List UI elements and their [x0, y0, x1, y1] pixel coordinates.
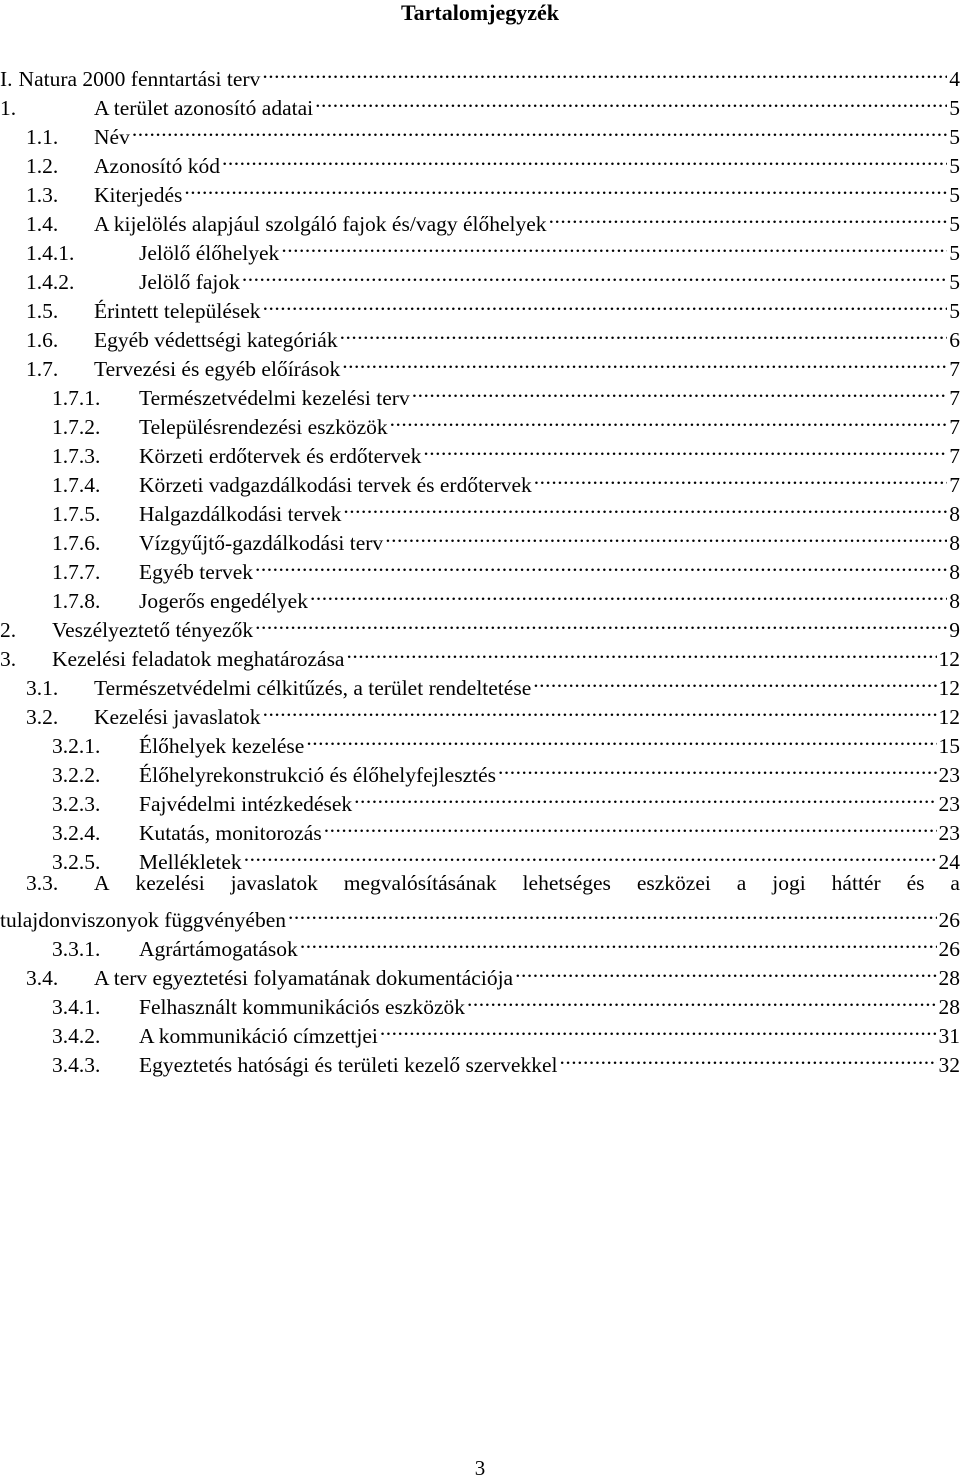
toc-entry-page: 5 — [949, 183, 960, 207]
toc-entry-page: 5 — [949, 299, 960, 323]
toc-entry-title: Természetvédelmi kezelési terv — [139, 386, 410, 410]
toc-entry[interactable] — [0, 927, 960, 961]
toc-entry-title: Egyéb tervek — [139, 560, 254, 584]
toc-entry-page: 5 — [949, 241, 960, 265]
toc-entry-word: lehetséges — [522, 871, 611, 895]
dot-leader — [244, 840, 937, 869]
toc-entry-number: 1.2. — [26, 154, 59, 178]
toc-entry-number: 3.2. — [26, 705, 59, 729]
toc-entry-title: A terv egyeztetési folyamatának dokumentációja — [94, 966, 514, 990]
toc-entry-word: jogi — [772, 871, 806, 895]
toc-entry-number: 3.1. — [26, 676, 59, 700]
dot-leader — [306, 724, 936, 753]
toc-entry-page: 7 — [949, 357, 960, 381]
toc-entry-number: 1.4.1. — [26, 241, 75, 265]
dot-leader — [288, 898, 936, 927]
toc-entry-page: 23 — [938, 763, 960, 787]
toc-entry-word: eszközei — [636, 871, 711, 895]
toc-entry-page: 5 — [949, 96, 960, 120]
dot-leader — [222, 144, 947, 173]
toc-entry-number: 1.1. — [26, 125, 59, 149]
toc-entry-word: a — [950, 871, 960, 895]
toc-entry-number: 1.7.8. — [52, 589, 101, 613]
dot-leader — [324, 811, 937, 840]
toc-entry-number: 1.7.2. — [52, 415, 101, 439]
toc-entry-page: 5 — [949, 154, 960, 178]
toc-entry-number: 1.7.3. — [52, 444, 101, 468]
toc-entry-page: 5 — [949, 125, 960, 149]
table-of-contents — [0, 57, 960, 1077]
toc-entry-page: 12 — [938, 647, 960, 671]
toc-entry-title: Halgazdálkodási tervek — [139, 502, 342, 526]
toc-entry-page: 26 — [938, 908, 960, 932]
dot-leader — [340, 318, 948, 347]
toc-entry-page: 8 — [949, 560, 960, 584]
toc-entry[interactable] — [0, 782, 960, 816]
toc-entry-page: 7 — [949, 415, 960, 439]
toc-entry[interactable] — [0, 666, 960, 700]
toc-entry-page: 32 — [938, 1053, 960, 1077]
toc-entry-number: 3.4.2. — [52, 1024, 101, 1048]
dot-leader — [515, 956, 936, 985]
toc-entry-number: 1.6. — [26, 328, 59, 352]
toc-entry-title: Élőhelyek kezelése — [139, 734, 305, 758]
dot-leader — [184, 173, 947, 202]
toc-entry[interactable] — [0, 608, 960, 642]
toc-entry-page: 6 — [949, 328, 960, 352]
toc-entry-page: 8 — [949, 502, 960, 526]
dot-leader — [346, 637, 936, 666]
toc-entry-page: 28 — [938, 966, 960, 990]
toc-entry-title: Azonosító kód — [94, 154, 221, 178]
toc-entry[interactable] — [0, 347, 960, 381]
dot-leader — [559, 1043, 936, 1072]
toc-entry[interactable] — [0, 173, 960, 207]
toc-entry[interactable] — [0, 405, 960, 439]
toc-entry-title: Jogerős engedélyek — [139, 589, 308, 613]
toc-entry-title: Fajvédelmi intézkedések — [139, 792, 353, 816]
toc-entry-page: 28 — [938, 995, 960, 1019]
dot-leader — [549, 202, 948, 231]
toc-entry-page: 8 — [949, 531, 960, 555]
toc-entry-word: A — [94, 871, 110, 895]
toc-entry-number: 1.4. — [26, 212, 59, 236]
dot-leader — [262, 57, 947, 86]
toc-entry[interactable] — [0, 463, 960, 497]
dot-leader — [533, 666, 936, 695]
toc-entry-title: Kiterjedés — [94, 183, 183, 207]
toc-entry-wrapped[interactable] — [0, 869, 960, 898]
toc-entry-title: Kezelési feladatok meghatározása — [52, 647, 345, 671]
toc-entry-number: 3. — [0, 647, 17, 671]
toc-entry-title: Vízgyűjtő-gazdálkodási terv — [139, 531, 384, 555]
page-number: 3 — [474, 1456, 486, 1480]
toc-entry-title: Mellékletek — [139, 850, 242, 874]
toc-entry[interactable] — [0, 1014, 960, 1048]
toc-entry-number: I. — [0, 67, 13, 91]
toc-entry-word: kezelési — [135, 871, 205, 895]
toc-entry-page: 15 — [938, 734, 960, 758]
toc-entry-page: 26 — [938, 937, 960, 961]
toc-entry-title: Natura 2000 fenntartási terv — [18, 67, 261, 91]
toc-entry[interactable] — [0, 434, 960, 468]
dot-leader — [390, 405, 948, 434]
toc-entry-number: 1. — [0, 96, 17, 120]
toc-entry-number: 3.2.5. — [52, 850, 101, 874]
dot-leader — [132, 115, 947, 144]
toc-entry-title: Jelölő élőhelyek — [139, 241, 280, 265]
dot-leader — [300, 927, 937, 956]
toc-entry-page: 5 — [949, 212, 960, 236]
toc-entry-number: 3.2.4. — [52, 821, 101, 845]
toc-entry-word: és — [906, 871, 925, 895]
toc-entry-number: 1.7.6. — [52, 531, 101, 555]
toc-entry-page: 7 — [949, 386, 960, 410]
toc-entry-title: Kutatás, monitorozás — [139, 821, 322, 845]
toc-entry-title: Név — [94, 125, 130, 149]
toc-entry-number: 1.7.4. — [52, 473, 101, 497]
dot-leader — [281, 231, 947, 260]
dot-leader — [423, 434, 947, 463]
toc-entry[interactable] — [0, 637, 960, 671]
toc-entry-title: Egyeztetés hatósági és területi kezelő szervekkel — [139, 1053, 558, 1077]
toc-entry-number: 3.4.3. — [52, 1053, 101, 1077]
toc-entry[interactable] — [0, 985, 960, 1019]
toc-entry-number: 1.4.2. — [26, 270, 75, 294]
toc-entry-title: A kommunikáció címzettjei — [139, 1024, 378, 1048]
toc-entry[interactable] — [0, 57, 960, 91]
toc-entry-number: 1.3. — [26, 183, 59, 207]
dot-leader — [310, 579, 947, 608]
toc-entry-page: 7 — [949, 473, 960, 497]
toc-title: Tartalomjegyzék — [400, 0, 560, 25]
dot-leader — [354, 782, 936, 811]
toc-entry-page: 8 — [949, 589, 960, 613]
toc-entry[interactable] — [0, 724, 960, 758]
toc-entry-word: javaslatok — [230, 871, 318, 895]
toc-entry-number: 3.2.2. — [52, 763, 101, 787]
toc-entry-title: A terület azonosító adatai — [94, 96, 314, 120]
toc-entry-number: 2. — [0, 618, 17, 642]
toc-entry[interactable] — [0, 579, 960, 613]
toc-entry-title: tulajdonviszonyok függvényében — [0, 908, 287, 932]
toc-entry-title: Veszélyeztető tényezők — [52, 618, 254, 642]
toc-entry-title: Tervezési és egyéb előírások — [94, 357, 341, 381]
toc-entry[interactable] — [0, 318, 960, 352]
toc-entry-title: Jelölő fajok — [139, 270, 240, 294]
toc-entry-title: Érintett települések — [94, 299, 261, 323]
toc-entry[interactable] — [0, 1043, 960, 1077]
toc-entry[interactable] — [0, 289, 960, 323]
toc-entry-number: 3.3.1. — [52, 937, 101, 961]
dot-leader — [342, 347, 947, 376]
dot-leader — [255, 608, 947, 637]
toc-entry-page: 31 — [938, 1024, 960, 1048]
dot-leader — [385, 521, 947, 550]
dot-leader — [412, 376, 948, 405]
toc-entry[interactable] — [0, 376, 960, 410]
toc-entry[interactable] — [0, 86, 960, 120]
toc-entry-number: 3.4.1. — [52, 995, 101, 1019]
toc-entry-number: 1.7.7. — [52, 560, 101, 584]
toc-entry-word: a — [736, 871, 747, 895]
toc-entry[interactable] — [0, 550, 960, 584]
toc-entry-title: Körzeti erdőtervek és erdőtervek — [139, 444, 422, 468]
toc-entry-title: Élőhelyrekonstrukció és élőhelyfejlesztés — [139, 763, 497, 787]
toc-entry-number: 3.3. — [26, 871, 59, 895]
toc-entry-title: Felhasznált kommunikációs eszközök — [139, 995, 466, 1019]
toc-entry-page: 9 — [949, 618, 960, 642]
toc-entry[interactable] — [0, 695, 960, 729]
toc-entry-number: 1.5. — [26, 299, 59, 323]
toc-entry[interactable] — [0, 811, 960, 845]
toc-entry-number: 1.7.5. — [52, 502, 101, 526]
toc-entry-number: 1.7. — [26, 357, 59, 381]
toc-entry-number: 1.7.1. — [52, 386, 101, 410]
dot-leader — [343, 492, 947, 521]
toc-entry-page: 5 — [949, 270, 960, 294]
toc-entry[interactable] — [0, 840, 960, 874]
dot-leader — [498, 753, 936, 782]
dot-leader — [263, 289, 948, 318]
toc-entry-continuation[interactable] — [0, 898, 960, 932]
toc-entry[interactable] — [0, 956, 960, 990]
toc-entry[interactable] — [0, 521, 960, 555]
toc-entry[interactable] — [0, 753, 960, 787]
toc-entry-number: 3.2.1. — [52, 734, 101, 758]
toc-entry-page: 4 — [949, 67, 960, 91]
dot-leader — [467, 985, 936, 1014]
toc-entry[interactable] — [0, 492, 960, 526]
dot-leader — [242, 260, 947, 289]
dot-leader — [380, 1014, 937, 1043]
toc-entry[interactable] — [0, 202, 960, 236]
toc-entry-title: Kezelési javaslatok — [94, 705, 261, 729]
toc-entry-page: 7 — [949, 444, 960, 468]
toc-entry-title: Körzeti vadgazdálkodási tervek és erdőtervek — [139, 473, 532, 497]
toc-entry-title: A kijelölés alapjául szolgáló fajok és/vagy élőhelyek — [94, 212, 547, 236]
toc-entry-page: 23 — [938, 792, 960, 816]
toc-entry-page: 23 — [938, 821, 960, 845]
toc-entry-word: megvalósításának — [343, 871, 497, 895]
toc-entry-title: Természetvédelmi célkitűzés, a terület rendeltetése — [94, 676, 532, 700]
toc-entry[interactable] — [0, 115, 960, 149]
dot-leader — [255, 550, 947, 579]
toc-entry[interactable] — [0, 144, 960, 178]
toc-entry-title: Településrendezési eszközök — [139, 415, 388, 439]
toc-entry-title: Agrártámogatások — [139, 937, 298, 961]
toc-entry[interactable] — [0, 231, 960, 265]
dot-leader — [263, 695, 937, 724]
toc-entry[interactable] — [0, 260, 960, 294]
toc-entry-page: 24 — [938, 850, 960, 874]
toc-entry-word: háttér — [831, 871, 881, 895]
toc-entry-number: 3.4. — [26, 966, 59, 990]
dot-leader — [534, 463, 947, 492]
toc-entry-page: 12 — [938, 705, 960, 729]
dot-leader — [315, 86, 947, 115]
toc-entry-title: Egyéb védettségi kategóriák — [94, 328, 338, 352]
toc-entry-number: 3.2.3. — [52, 792, 101, 816]
toc-entry-page: 12 — [938, 676, 960, 700]
